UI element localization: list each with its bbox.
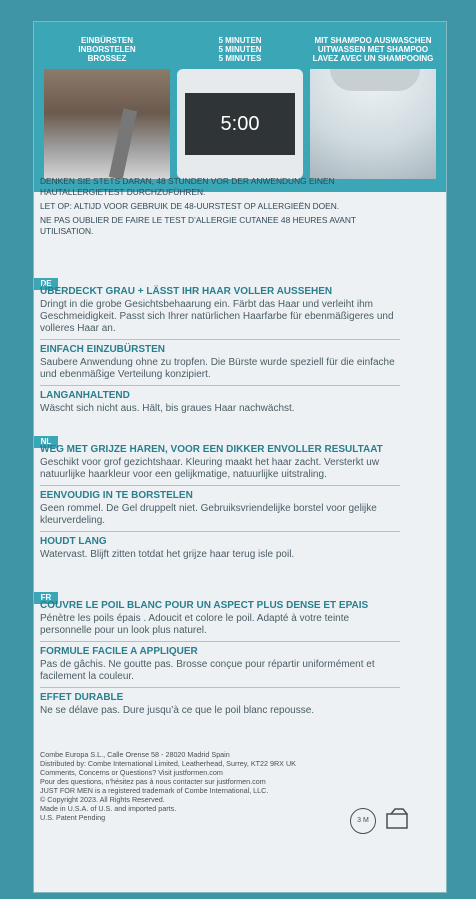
step-3-label: MIT SHAMPOO AUSWASCHEN UITWASSEN MET SHAMPOO LAVEZ AVEC UN SHAMPOOING <box>312 36 434 63</box>
fr-title-2: FORMULE FACILE A APPLIQUER <box>40 646 198 657</box>
nl-title-1: WEG MET GRIJZE HAREN, VOOR EEN DIKKER ENVOLLER RESULTAAT <box>40 444 383 455</box>
divider <box>40 485 400 486</box>
brush-icon <box>109 108 137 179</box>
nl-title-3: HOUDT LANG <box>40 536 107 547</box>
step-1 <box>44 36 170 186</box>
warning-nl: LET OP: ALTIJD VOOR GEBRUIK DE 48-UURSTEST OP ALLERGIEËN DOEN. <box>40 201 340 211</box>
section-fr <box>40 600 400 720</box>
legal-line: Comments, Concerns or Questions? Visit justformen.com <box>40 768 223 777</box>
nl-body-2: Geen rommel. De Gel druppelt niet. Gebruiksvriendelijke borstel voor gelijke kleurverdeling. <box>40 503 377 526</box>
legal-line: Distributed by: Combe International Limited, Leatherhead, Surrey, KT22 9RX UK <box>40 759 296 768</box>
beard-brush-image <box>44 69 170 179</box>
legal-line: Pour des questions, n’hésitez pas à nous contacter sur justformen.com <box>40 777 266 786</box>
de-title-1: ÜBERDECKT GRAU + LÄSST IHR HAAR VOLLER AUSSEHEN <box>40 286 333 297</box>
instruction-band <box>34 22 446 192</box>
divider <box>40 339 400 340</box>
nl-title-2: EENVOUDIG IN TE BORSTELEN <box>40 490 193 501</box>
legal-info <box>40 750 340 822</box>
step-1-label: EINBÜRSTEN INBORSTELEN BROSSEZ <box>78 36 136 63</box>
allergy-warnings <box>40 176 400 240</box>
step-2-label: 5 MINUTEN 5 MINUTEN 5 MINUTES <box>218 36 262 63</box>
nl-body-3: Watervast. Blijft zitten totdat het grijze haar terug isle poil. <box>40 549 295 560</box>
lang-tag-nl: NL <box>34 436 58 448</box>
warning-de: DENKEN SIE STETS DARAN, 48 STUNDEN VOR DER ANWENDUNG EINEN HAUTALLERGIETEST DURCHZUFÜHREN. <box>40 176 335 197</box>
divider <box>40 641 400 642</box>
divider <box>40 385 400 386</box>
shower-head-icon <box>330 69 420 91</box>
period-after-opening-badge: 3 M <box>350 808 376 834</box>
fr-title-1: COUVRE LE POIL BLANC POUR UN ASPECT PLUS DENSE ET EPAIS <box>40 600 369 611</box>
phone-image <box>177 69 303 179</box>
divider <box>40 531 400 532</box>
de-body-2: Saubere Anwendung ohne zu tropfen. Die Bürste wurde speziell für die einfache und ebenmäßige Verteilung konzipiert. <box>40 357 395 380</box>
fr-body-1: Pénètre les poils épais . Adoucit et colore le poil. Adapté à votre teinte personnelle pour un look plus naturel. <box>40 613 350 636</box>
timer-display: 5:00 <box>185 93 295 155</box>
recycle-icon <box>383 806 411 834</box>
de-body-1: Dringt in die grobe Gesichtsbehaarung ein. Färbt das Haar und verleiht ihm Geschmeidigkeit. Passt sich Ihrer natürlichen Haarfarbe für ebenmäßigeres und volleres Haar an. <box>40 299 394 334</box>
legal-line: JUST FOR MEN is a registered trademark of Combe International, LLC. <box>40 786 269 795</box>
fr-body-2: Pas de gâchis. Ne goutte pas. Brosse conçue pour répartir uniformément et facilement la couleur. <box>40 659 375 682</box>
de-title-2: EINFACH EINZUBÜRSTEN <box>40 344 166 355</box>
de-body-3: Wäscht sich nicht aus. Hält, bis graues Haar nachwächst. <box>40 403 295 414</box>
shower-image <box>310 69 436 179</box>
legal-line: Combe Europa S.L., Calle Orense 58 - 28020 Madrid Spain <box>40 750 230 759</box>
lang-tag-fr: FR <box>34 592 58 604</box>
divider <box>40 687 400 688</box>
legal-line: U.S. Patent Pending <box>40 813 106 822</box>
lang-tag-de: DE <box>34 278 58 290</box>
step-2 <box>177 36 303 186</box>
fr-title-3: EFFET DURABLE <box>40 692 124 703</box>
legal-line: Made in U.S.A. of U.S. and imported parts. <box>40 804 177 813</box>
step-3 <box>310 36 436 186</box>
warning-fr: NE PAS OUBLIER DE FAIRE LE TEST D’ALLERGIE CUTANEE 48 HEURES AVANT UTILISATION. <box>40 215 356 236</box>
section-nl <box>40 444 400 564</box>
fr-body-3: Ne se délave pas. Dure jusqu’à ce que le poil blanc repousse. <box>40 705 315 716</box>
de-title-3: LANGANHALTEND <box>40 390 130 401</box>
section-de <box>40 286 400 418</box>
nl-body-1: Geschikt voor grof gezichtshaar. Kleuring maakt het haar zacht. Versterkt uw natuurlijke haarkleur voor een gelijkmatige, natuurlijke uitstraling. <box>40 457 380 480</box>
legal-line: © Copyright 2023. All Rights Reserved. <box>40 795 165 804</box>
